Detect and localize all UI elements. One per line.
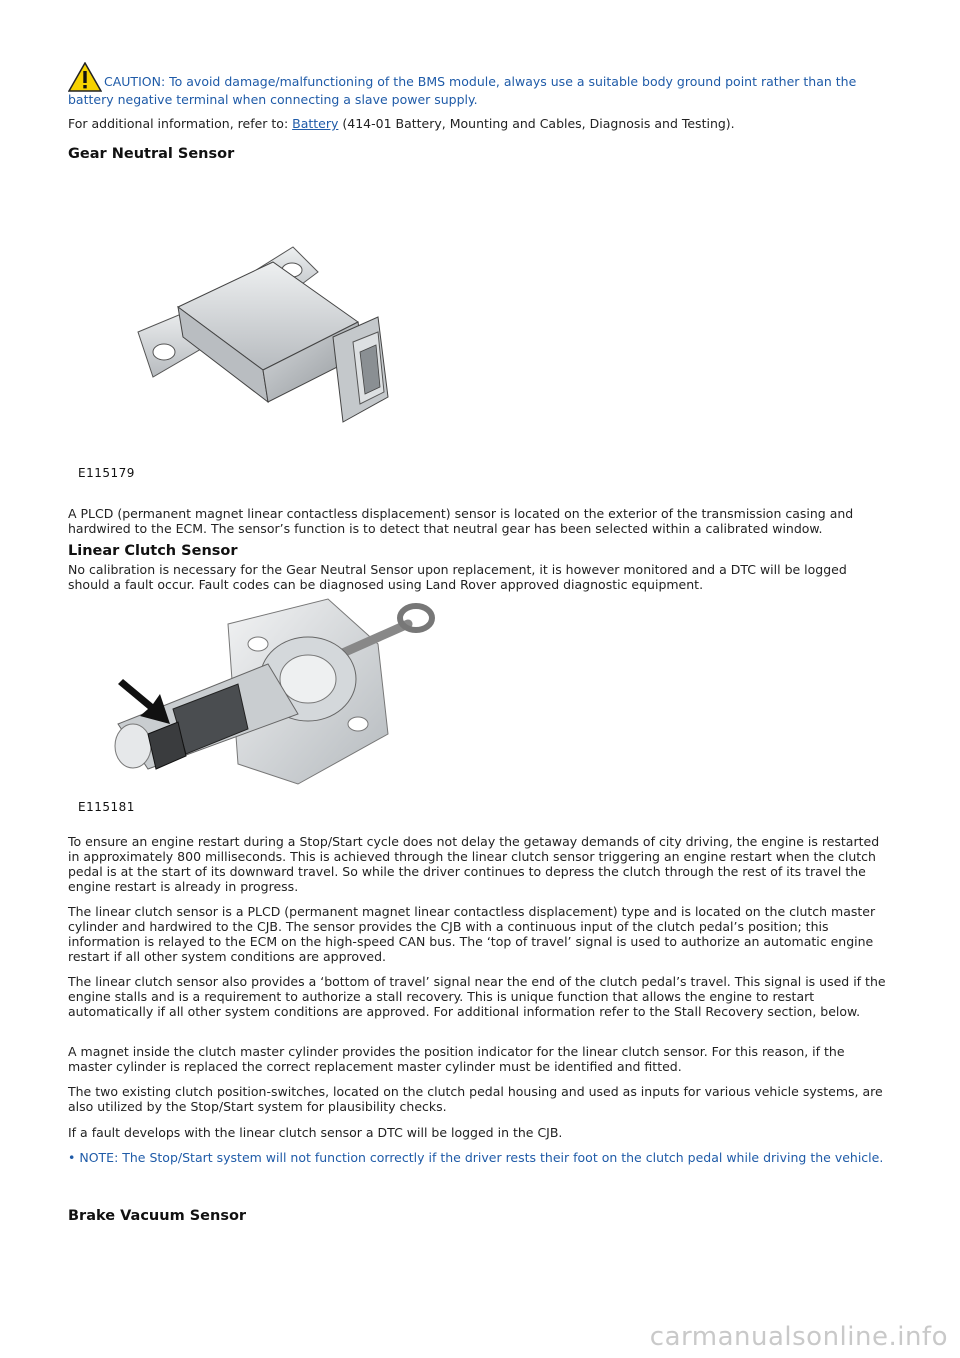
figure-linear-clutch-sensor [78,584,458,816]
caution-block [68,62,888,107]
paragraph-gear-neutral-1: A PLCD (permanent magnet linear contactless displacement) sensor is located on the exterior of the transmission casing and hardwired to the ECM. The sensor’s function is to detect that neutral gear has been selected within a calibrated window. [68,506,854,536]
paragraph-linear-clutch-2: The linear clutch sensor is a PLCD (permanent magnet linear contactless displacement) type and is located on the clutch master cylinder and hardwired to the CJB. The sensor provides the CJB with a continuous input of the clutch pedal’s position; this information is relayed to the ECM on the high-speed CAN bus. The ‘top of travel’ signal is used to authorize an automatic engine restart if all other system conditions are approved. [68,904,876,964]
paragraph-linear-clutch-6: If a fault develops with the linear clutch sensor a DTC will be logged in the CJB. [68,1125,563,1140]
caution-text: CAUTION: To avoid damage/malfunctioning of the BMS module, always use a suitable body ground point rather than the battery negative terminal when connecting a slave power supply. [68,74,857,107]
warning-icon [68,62,102,92]
figure-gear-neutral-sensor [78,192,438,482]
paragraph-linear-clutch-5: The two existing clutch position-switches, located on the clutch pedal housing and used as inputs for various vehicle systems, are also utilized by the Stop/Start system for plausibility checks. [68,1084,883,1114]
linear-clutch-sensor-image [78,584,458,794]
gear-neutral-sensor-image [78,192,438,462]
note-stop-start: • NOTE: The Stop/Start system will not function correctly if the driver rests their foot on the clutch pedal while driving the vehicle. [68,1150,884,1165]
watermark: carmanualsonline.info [649,1322,948,1352]
paragraph-linear-clutch-3: The linear clutch sensor also provides a ‘bottom of travel’ signal near the end of the clutch pedal’s travel. This signal is used if the engine stalls and is a requirement to authorize a stall recovery. This is unique function that allows the engine to restart automatically if all other system conditions are approved. For additional information refer to the Stall Recovery section, below. [68,974,886,1019]
reference-suffix: (414-01 Battery, Mounting and Cables, Diagnosis and Testing). [338,116,735,131]
battery-link[interactable]: Battery [292,116,339,131]
reference-line [68,116,888,131]
paragraph-gear-neutral-2: No calibration is necessary for the Gear Neutral Sensor upon replacement, it is however monitored and a DTC will be logged should a fault occur. Fault codes can be diagnosed using Land Rover approved diagnostic equipment. [68,562,847,592]
heading-gear-neutral-sensor: Gear Neutral Sensor [68,146,235,162]
heading-linear-clutch-sensor: Linear Clutch Sensor [68,543,238,559]
figure-label-e115179: E115179 [78,466,135,480]
paragraph-linear-clutch-4: A magnet inside the clutch master cylinder provides the position indicator for the linear clutch sensor. For this reason, if the master cylinder is replaced the correct replacement master cylinder must be identified and fitted. [68,1044,845,1074]
heading-brake-vacuum-sensor: Brake Vacuum Sensor [68,1208,247,1224]
reference-prefix: For additional information, refer to: [68,116,293,131]
paragraph-linear-clutch-1: To ensure an engine restart during a Stop/Start cycle does not delay the getaway demands of city driving, the engine is restarted in approximately 800 milliseconds. This is achieved through the linear clutch sensor triggering an engine restart when the clutch pedal is at the start of its downward travel. So while the driver continues to depress the clutch through the rest of its travel the engine restart is already in progress. [68,834,880,894]
figure-label-e115181: E115181 [78,800,135,814]
